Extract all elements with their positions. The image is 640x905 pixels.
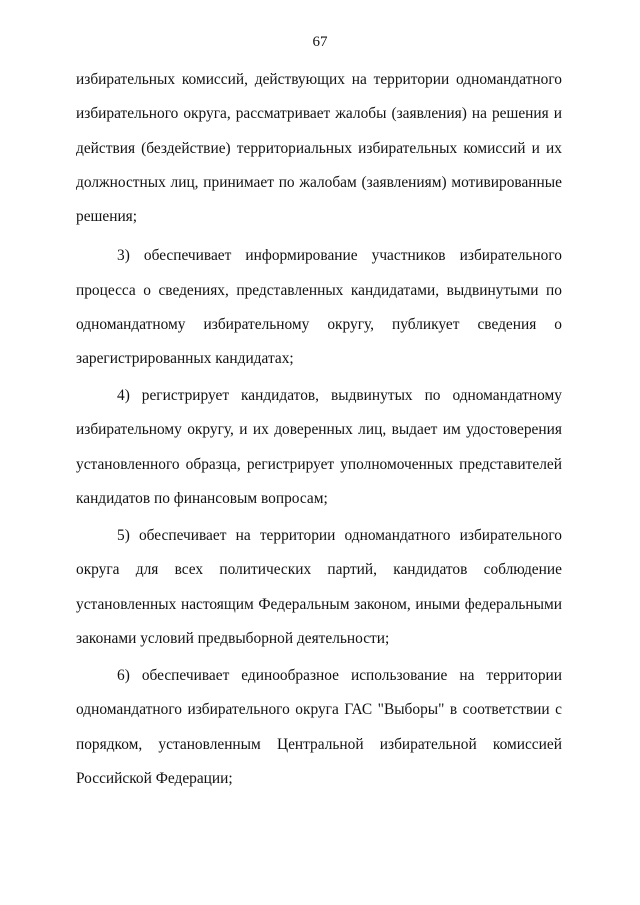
word: избирательной	[379, 736, 477, 753]
word: на	[471, 105, 487, 122]
word: в	[449, 701, 458, 718]
word: установленным	[158, 736, 261, 753]
word: политических	[219, 561, 312, 578]
word: решения	[491, 105, 549, 122]
word: кандидатов,	[241, 387, 320, 404]
word: 4)	[117, 387, 130, 404]
word: территории	[373, 71, 450, 88]
word: территории	[259, 527, 336, 544]
word: их	[252, 421, 269, 438]
word: партий,	[327, 561, 377, 578]
text-line	[76, 456, 562, 474]
word: федеральными	[464, 596, 562, 613]
word: избирательному	[76, 421, 182, 438]
word: единообразное	[241, 667, 339, 684]
word: должностных	[76, 174, 166, 191]
word: на	[351, 71, 367, 88]
word: принимает	[203, 174, 274, 191]
word: представителей	[459, 456, 562, 473]
word: всех	[174, 561, 204, 578]
word: соблюдение	[483, 561, 562, 578]
word: лиц,	[170, 174, 199, 191]
word: решения;	[76, 208, 138, 225]
word: соответствии	[462, 701, 550, 718]
word: для	[135, 561, 159, 578]
word: избирательного	[459, 527, 562, 544]
text-line	[76, 736, 562, 754]
word: территориальных	[236, 140, 353, 157]
text-line	[76, 490, 562, 508]
word: выдает	[391, 421, 438, 438]
word: округа,	[183, 105, 231, 122]
word: округа	[76, 561, 120, 578]
text-line	[117, 387, 562, 405]
word: округа	[295, 701, 339, 718]
text-line	[76, 105, 562, 123]
word: по	[545, 282, 562, 299]
word: зарегистрированных кандидатах;	[76, 350, 294, 367]
word: установленного	[76, 456, 180, 473]
word: жалобам	[299, 174, 357, 191]
word: 5)	[117, 527, 130, 544]
word: регистрирует	[246, 456, 335, 473]
text-line	[76, 140, 562, 158]
word: им	[442, 421, 461, 438]
word: Центральной	[276, 736, 364, 753]
word: кандидатами,	[350, 282, 440, 299]
word: их	[546, 140, 562, 157]
word: порядком,	[76, 736, 143, 753]
word: использование	[350, 667, 448, 684]
word: регистрирует	[141, 387, 230, 404]
word: обеспечивает	[141, 667, 230, 684]
word: установленных	[76, 596, 177, 613]
page-number: 67	[312, 34, 328, 50]
text-line	[117, 247, 562, 265]
word: рассматривает	[235, 105, 331, 122]
text-line	[117, 527, 562, 545]
text-line	[117, 667, 562, 685]
text-line	[76, 770, 562, 788]
word: (заявления)	[391, 105, 467, 122]
text-line	[76, 561, 562, 579]
word: 3)	[117, 247, 130, 264]
word: одномандатному	[76, 316, 186, 333]
word: выдвинутыми	[446, 282, 539, 299]
word: обеспечивает	[138, 527, 227, 544]
word: комиссий,	[181, 71, 248, 88]
word: о	[143, 282, 151, 299]
word: комиссий	[463, 140, 526, 157]
word: лиц,	[358, 421, 387, 438]
word: настоящим	[180, 596, 254, 613]
word: (заявлениям)	[361, 174, 447, 191]
word: по	[278, 174, 295, 191]
text-line	[76, 701, 562, 719]
word: "Выборы"	[377, 701, 445, 718]
word: и	[239, 421, 248, 438]
text-line	[76, 174, 562, 192]
word: уполномоченных	[340, 456, 454, 473]
word: информирование	[245, 247, 358, 264]
word: действующих	[254, 71, 345, 88]
word: избирательного	[76, 105, 179, 122]
text-line	[76, 71, 562, 89]
word: действия	[76, 140, 136, 157]
word: избирательного	[187, 701, 290, 718]
word: (бездействие)	[141, 140, 231, 157]
word: мотивированные	[451, 174, 562, 191]
word: комиссией	[492, 736, 562, 753]
word: 6)	[117, 667, 130, 684]
word: округу,	[327, 316, 375, 333]
word: выдвинутых	[330, 387, 413, 404]
word: одномандатного	[456, 71, 562, 88]
word: публикует	[392, 316, 460, 333]
text-line	[76, 421, 562, 439]
word: обеспечивает	[143, 247, 232, 264]
word: законом,	[354, 596, 411, 613]
word: одномандатному	[452, 387, 562, 404]
text-line	[76, 208, 562, 226]
word: избирательных	[76, 71, 176, 88]
text-line	[76, 316, 562, 334]
word: о	[554, 316, 562, 333]
word: иными	[415, 596, 461, 613]
word: на	[235, 527, 251, 544]
word: Федеральным	[258, 596, 350, 613]
word: избирательных	[358, 140, 458, 157]
text-line	[76, 282, 562, 300]
word: одномандатного	[344, 527, 451, 544]
text-line	[76, 350, 562, 368]
word: и	[553, 105, 562, 122]
word: округу,	[187, 421, 234, 438]
word: одномандатного	[76, 701, 182, 718]
word: с	[555, 701, 562, 718]
word: ГАС	[344, 701, 373, 718]
word: сведениях,	[158, 282, 229, 299]
word: жалобы	[335, 105, 387, 122]
word: законами условий предвыборной деятельности;	[76, 630, 390, 647]
word: кандидатов	[393, 561, 468, 578]
word: сведения	[477, 316, 537, 333]
word: образца,	[185, 456, 241, 473]
word: участников	[371, 247, 446, 264]
text-line	[76, 596, 562, 614]
word: по	[424, 387, 441, 404]
word: процесса	[76, 282, 136, 299]
text-line	[76, 630, 562, 648]
word: доверенных	[274, 421, 353, 438]
word: представленных	[236, 282, 344, 299]
word: избирательного	[459, 247, 562, 264]
word: Российской Федерации;	[76, 770, 233, 787]
word: избирательному	[203, 316, 310, 333]
word: кандидатов по финансовым вопросам;	[76, 490, 328, 507]
word: удостоверения	[466, 421, 562, 438]
word: и	[531, 140, 540, 157]
word: на	[459, 667, 475, 684]
word: территории	[486, 667, 562, 684]
